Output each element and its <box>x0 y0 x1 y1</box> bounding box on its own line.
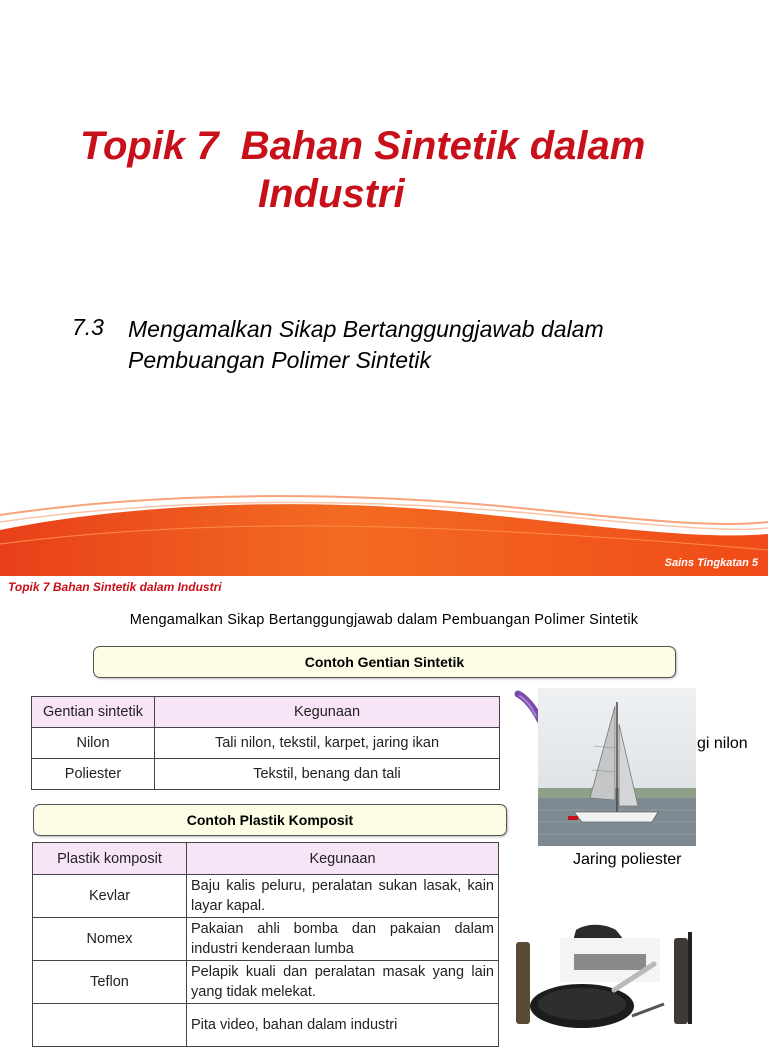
composite-plastic-table <box>32 842 499 1047</box>
polyester-label: Jaring poliester <box>573 851 682 868</box>
content-slide <box>0 576 768 1033</box>
table-row <box>33 875 499 918</box>
table-row <box>32 759 500 790</box>
gloves-and-pan-image <box>514 920 698 1024</box>
table-cell: Nilon <box>32 728 155 759</box>
synthetic-fibre-table <box>31 696 500 790</box>
table-header-row <box>33 843 499 875</box>
table-cell: Pelapik kuali dan peralatan masak yang lain yang tidak melekat. <box>187 961 499 1004</box>
subtitle-number: 7.3 <box>72 314 104 340</box>
table-cell: Kevlar <box>33 875 187 918</box>
table-header-cell: Gentian sintetik <box>32 697 155 728</box>
table-header-row <box>32 697 500 728</box>
subtitle-line2: Pembuangan Polimer Sintetik <box>128 347 431 373</box>
table-row <box>33 961 499 1004</box>
table-header-cell: Kegunaan <box>187 843 499 875</box>
table-cell: Pita video, bahan dalam industri <box>187 1004 499 1047</box>
table-row <box>33 918 499 961</box>
table-cell: Pakaian ahli bomba dan pakaian dalam industri kenderaan lumba <box>187 918 499 961</box>
table-row <box>32 728 500 759</box>
table-cell: Teflon <box>33 961 187 1004</box>
table-cell: Baju kalis peluru, peralatan sukan lasak, kain layar kapal. <box>187 875 499 918</box>
footer-label: Sains Tingkatan 5 <box>664 557 758 569</box>
content-title: Mengamalkan Sikap Bertanggungjawab dalam Pembuangan Polimer Sintetik <box>129 612 639 628</box>
table-row <box>33 1004 499 1047</box>
table-cell: Tali nilon, tekstil, karpet, jaring ikan <box>155 728 500 759</box>
slide-title-line1: Topik 7 Bahan Sintetik dalam <box>80 124 646 168</box>
table-cell <box>33 1004 187 1047</box>
table-header-cell: Plastik komposit <box>33 843 187 875</box>
slide-title <box>80 122 645 218</box>
slide-title-line2: Industri <box>258 172 405 216</box>
table-header-cell: Kegunaan <box>155 697 500 728</box>
nylon-label: gi nilon <box>697 735 748 752</box>
sailboat-image <box>538 688 696 846</box>
table-cell: Nomex <box>33 918 187 961</box>
orange-swoosh-decoration <box>0 470 768 576</box>
section-title-synthetic-fibre: Contoh Gentian Sintetik <box>93 646 676 678</box>
table-cell: Poliester <box>32 759 155 790</box>
table-cell: Tekstil, benang dan tali <box>155 759 500 790</box>
section-title-composite-plastic: Contoh Plastik Komposit <box>33 804 507 836</box>
subtitle-line1: Mengamalkan Sikap Bertanggungjawab dalam <box>128 316 604 342</box>
subtitle <box>128 314 728 376</box>
topic-header: Topik 7 Bahan Sintetik dalam Industri <box>8 580 222 594</box>
